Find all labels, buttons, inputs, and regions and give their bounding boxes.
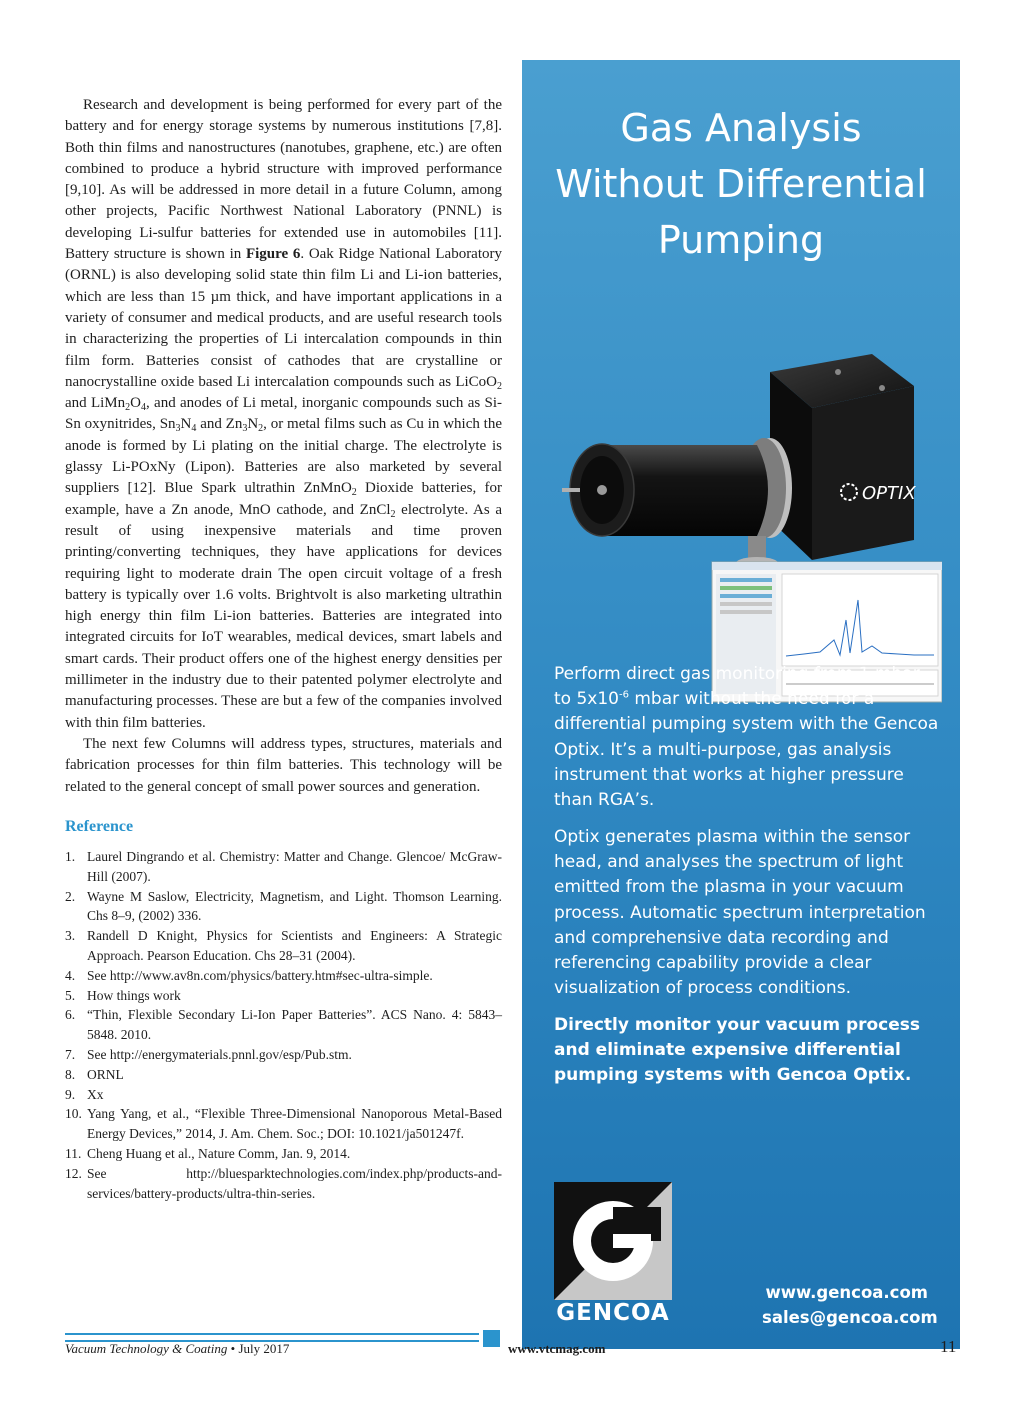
ad-email-link[interactable]: sales@gencoa.com bbox=[762, 1308, 938, 1327]
reference-text: “Thin, Flexible Secondary Li-Ion Paper Batteries”. ACS Nano. 4: 5843–5848. 2010. bbox=[87, 1007, 502, 1043]
rule-line bbox=[65, 1333, 479, 1335]
journal-name: Vacuum Technology & Coating bbox=[65, 1341, 228, 1356]
reference-text: See http://bluesparktechnologies.com/index.php/products-and-services/battery-products/ultra-thin-series. bbox=[87, 1165, 502, 1201]
issue-date: July 2017 bbox=[238, 1341, 290, 1356]
ad-call-to-action: Directly monitor your vacuum process and eliminate expensive differential pumping systems with Gencoa Optix. bbox=[554, 1015, 921, 1086]
footer-bullet: • bbox=[230, 1341, 236, 1356]
reference-number: 6. bbox=[65, 1007, 76, 1023]
ad-paragraph-1: Perform direct gas monitoring from 1 mbar to $5x10^{-6}$ mbar without the need for a differential pumping system with the Gencoa Optix. It’s a multi-purpose, gas analysis instrument that works at higher pressure than RGA’s. bbox=[554, 664, 939, 811]
reference-text: See http://energymaterials.pnnl.gov/esp/Pub.stm. bbox=[87, 1047, 352, 1063]
reference-item bbox=[65, 1164, 502, 1204]
article-column bbox=[65, 95, 502, 1203]
reference-item bbox=[65, 1065, 502, 1085]
reference-item bbox=[65, 847, 502, 887]
reference-text: Wayne M Saslow, Electricity, Magnetism, and Light. Thomson Learning. Chs 8–9, (2002) 336. bbox=[87, 888, 502, 924]
reference-item bbox=[65, 1104, 502, 1144]
reference-number: 2. bbox=[65, 888, 76, 904]
gencoa-advertisement bbox=[522, 60, 960, 1349]
end-square bbox=[483, 1330, 500, 1347]
optix-logo-text: OPTIX bbox=[862, 483, 916, 504]
reference-number: 10. bbox=[65, 1106, 82, 1122]
footer-website[interactable]: www.vtcmag.com bbox=[508, 1341, 606, 1356]
reference-number: 12. bbox=[65, 1165, 82, 1181]
reference-text: ORNL bbox=[87, 1066, 124, 1082]
page-number: 11 bbox=[940, 1337, 957, 1356]
reference-item bbox=[65, 1144, 502, 1164]
article-paragraph-2: The next few Columns will address types, structures, materials and fabrication processes for thin film batteries. This technology will be related to the general concept of small power sources and generation. bbox=[65, 735, 502, 795]
reference-number: 8. bbox=[65, 1066, 76, 1082]
reference-text: Randell D Knight, Physics for Scientists and Engineers: A Strategic Approach. Pearson Education. Chs 28–31 (2004). bbox=[87, 928, 502, 964]
reference-number: 11. bbox=[65, 1146, 82, 1162]
reference-text: See http://www.av8n.com/physics/battery.htm#sec-ultra-simple. bbox=[87, 967, 433, 983]
ad-contact bbox=[762, 1280, 938, 1330]
reference-number: 1. bbox=[65, 849, 76, 865]
reference-list bbox=[65, 847, 502, 1203]
reference-text: Yang Yang, et al., “Flexible Three-Dimensional Nanoporous Metal-Based Energy Devices,” 2014, J. Am. Chem. Soc.; DOI: 10.1021/ja501247f. bbox=[87, 1106, 502, 1142]
ad-website-link[interactable]: www.gencoa.com bbox=[765, 1283, 928, 1302]
reference-number: 5. bbox=[65, 987, 76, 1003]
article-paragraph-1: Research and development is being performed for every part of the battery and for energy storage systems by numerous institutions [7,8]. Both thin films and nanostructures (nanotubes, graphene, etc.) are often combined to produce a hybrid structure with improved performance [9,10]. As will be addressed in more detail in a future Column, among other projects, Pacific Northwest National Laboratory (PNNL) is developing Li-sulfur batteries for extended use in automobiles [11]. Battery structure is shown in Figure 6. Oak Ridge National Laboratory (ORNL) is also developing solid state thin film Li and Li-ion batteries, which are less than 15 µm thick, and have important applications in a variety of consumer and medical products, and are useful research tools in characterizing the properties of Li intercalation compounds in thin film form. Batteries consist of cathodes that are crystalline or nanocrystalline oxide based Li intercalation compounds such as LiCoO$_2$ and $LiMn_2O_4$, and anodes of Li metal, inorganic compounds such as Si-Sn oxynitrides, $Sn_3N_4$ and $Zn_3N_2$, or metal films such as Cu in which the anode is formed by Li plating on the initial charge. The electrolyte is glassy Li-POxNy (Lipon). Batteries are also marketed by several suppliers [12]. Blue Spark ultrathin ZnMnO$_2$ Dioxide batteries, for example, have a Zn anode, MnO cathode, and ZnCl$_2$ electrolyte. As a result of using inexpensive materials and time proven printing/converting techniques, they have applications for devices requiring light to moderate drain The open circuit voltage of a fresh battery is typically over 1.6 volts. Brightvolt is also marketing ultrathin high energy thin film Li-ion batteries. Batteries are integrated into integrated circuits for IoT wearables, medical devices, smart labels and smart cards. Their product offers one of the highest energy densities per millimeter in the industry due to their patented polymer electrolyte and manufacturing processes. These are but a few of the companies involved with thin film batteries. bbox=[65, 97, 503, 731]
ad-headline bbox=[522, 100, 960, 268]
reference-text: How things work bbox=[87, 987, 181, 1003]
references-heading: Reference bbox=[65, 817, 134, 835]
reference-item bbox=[65, 926, 502, 966]
reference-item bbox=[65, 986, 502, 1006]
gencoa-logo-icon bbox=[554, 1182, 672, 1300]
reference-item bbox=[65, 1045, 502, 1065]
reference-number: 7. bbox=[65, 1047, 76, 1063]
optix-product-image bbox=[542, 350, 942, 710]
ad-paragraph-2: Optix generates plasma within the sensor head, and analyses the spectrum of light emitted from the plasma in your vacuum process. Automatic spectrum interpretation and comprehensive data recording and referencing capability provide a clear visualization of process conditions. bbox=[554, 827, 926, 999]
reference-item bbox=[65, 1005, 502, 1045]
reference-text: Laurel Dingrando et al. Chemistry: Matter and Change. Glencoe/ McGraw-Hill (2007). bbox=[87, 849, 502, 884]
reference-item bbox=[65, 966, 502, 986]
ad-headline-line: Without Differential bbox=[555, 162, 927, 206]
reference-text: Xx bbox=[87, 1086, 104, 1102]
ad-headline-line: Gas Analysis bbox=[620, 106, 862, 150]
reference-item bbox=[65, 887, 502, 927]
gencoa-brand-name: GENCOA bbox=[556, 1300, 670, 1326]
reference-text: Cheng Huang et al., Nature Comm, Jan. 9, 2014. bbox=[87, 1146, 351, 1162]
reference-number: 9. bbox=[65, 1086, 76, 1102]
figure-reference: Figure 6 bbox=[245, 246, 301, 263]
reference-item bbox=[65, 1085, 502, 1105]
ad-headline-line: Pumping bbox=[657, 218, 825, 262]
reference-number: 4. bbox=[65, 967, 76, 983]
footer-journal bbox=[65, 1341, 289, 1357]
reference-number: 3. bbox=[65, 928, 76, 944]
